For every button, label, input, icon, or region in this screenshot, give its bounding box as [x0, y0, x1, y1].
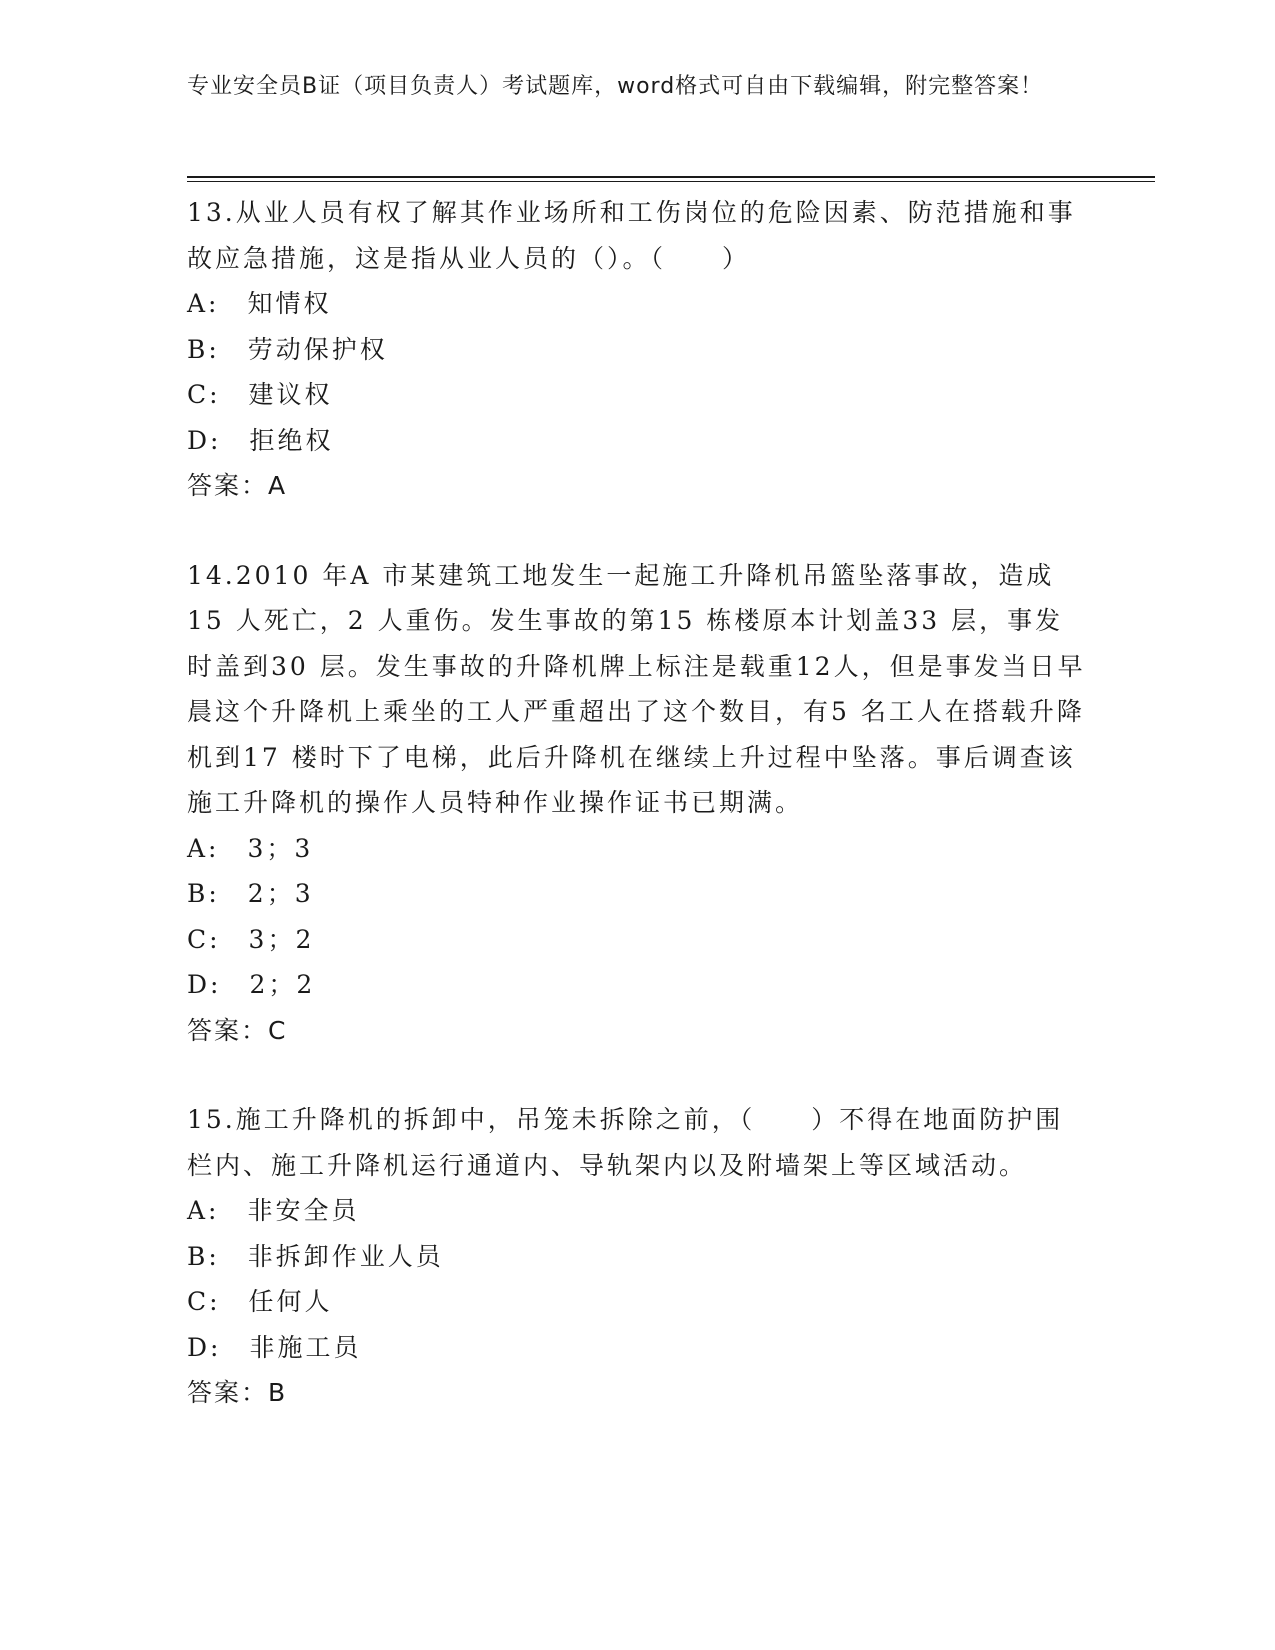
- question-stem: 13.从业人员有权了解其作业场所和工伤岗位的危险因素、防范措施和事故应急措施，这是指从业人员的（）。（ ）: [187, 198, 1076, 273]
- question-stem: 15.施工升降机的拆卸中，吊笼未拆除之前，（ ）不得在地面防护围栏内、施工升降机运行通道内、导轨架内以及附墙架上等区域活动。: [187, 1105, 1064, 1180]
- option-a: A: 非安全员: [187, 1196, 360, 1225]
- option-d: D: 拒绝权: [187, 425, 334, 455]
- option-d: D: 非施工员: [187, 1332, 362, 1362]
- header-divider-thick: [187, 176, 1155, 178]
- header-divider-thin: [187, 181, 1155, 182]
- question-spacer: [187, 509, 1087, 553]
- answer: 答案：B: [187, 1378, 288, 1407]
- option-c: C: 建议权: [187, 380, 333, 409]
- document-header: 专业安全员B证（项目负责人）考试题库，word格式可自由下载编辑，附完整答案！: [187, 74, 1044, 99]
- answer: 答案：A: [187, 471, 288, 500]
- question-stem: 14.2010 年A 市某建筑工地发生一起施工升降机吊篮坠落事故，造成15 人死亡，2 人重伤。发生事故的第15 栋楼原本计划盖33 层，事发时盖到30 层。发生事故的升降机牌上标注是载重12人，但是事发当日早晨这个升降机上乘坐的工人严重超出了这个数目，有5 名工人在搭载升降机到17 楼时下了电梯，此后升降机在继续上升过程中坠落。事后调查该施工升降机的操作人员特种作业操作证书已期满。: [187, 560, 1086, 817]
- question-13: [187, 190, 1087, 509]
- option-d: D: 2；2: [187, 970, 316, 999]
- option-c: C: 3；2: [187, 924, 315, 954]
- option-c: C: 任何人: [187, 1287, 333, 1316]
- option-a: A: 3；3: [187, 833, 314, 863]
- question-14: [187, 553, 1087, 1054]
- question-15: [187, 1097, 1087, 1416]
- option-b: B: 劳动保护权: [187, 334, 388, 364]
- question-list: [187, 190, 1087, 1416]
- option-a: A: 知情权: [187, 289, 332, 318]
- option-b: B: 非拆卸作业人员: [187, 1241, 444, 1271]
- question-spacer: [187, 1053, 1087, 1097]
- option-b: B: 2；3: [187, 879, 314, 908]
- answer: 答案：C: [187, 1015, 288, 1045]
